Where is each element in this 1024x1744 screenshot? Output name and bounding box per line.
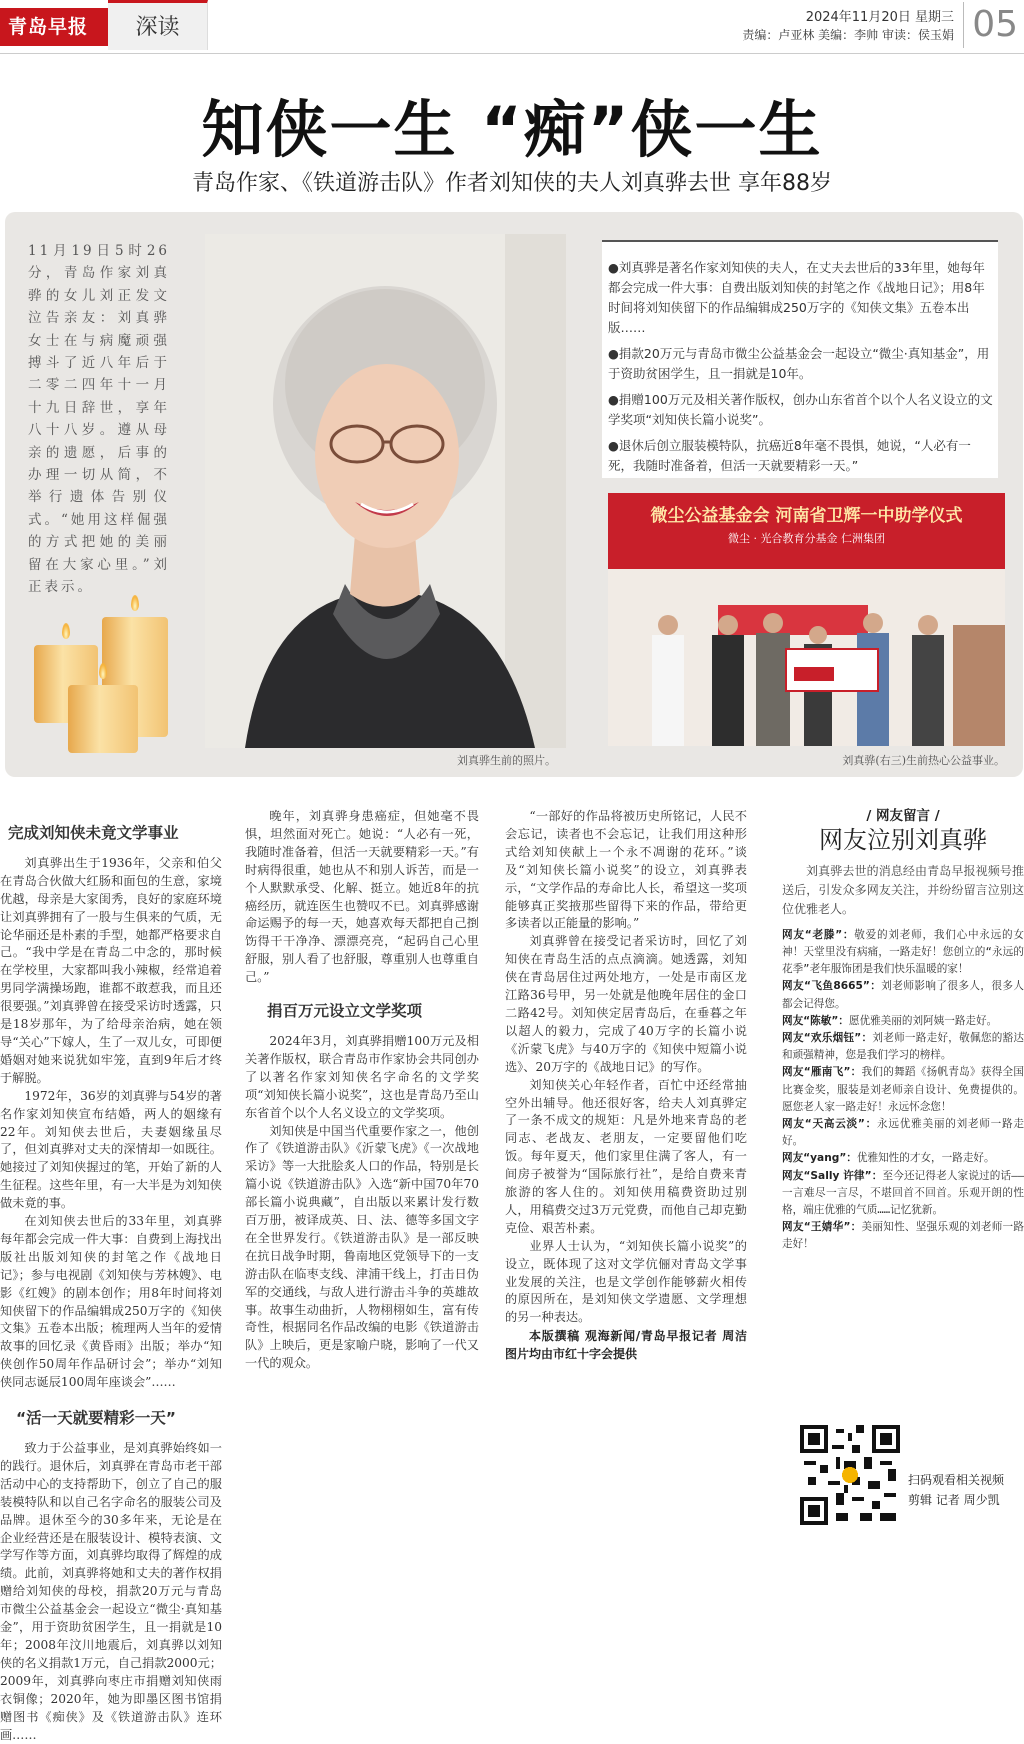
page-number: 05 <box>963 2 1018 48</box>
comment-text: 我们的舞蹈《扬帆青岛》获得全国比赛金奖，服装是刘老师亲自设计、免费提供的。愿您老人家一路走好！永远怀念您！ <box>782 1066 1024 1113</box>
comment-item <box>782 1013 1024 1030</box>
comment-text: 愿优雅美丽的刘阿姨一路走好。 <box>848 1014 998 1027</box>
comment-item <box>782 927 1024 979</box>
comment-item <box>782 1064 1024 1116</box>
event-people-illustration <box>608 555 1005 746</box>
qr-caption-line: 扫码观看相关视频 <box>908 1473 1005 1487</box>
key-point <box>608 344 994 384</box>
article-paragraph: “一部好的作品将被历史所铭记，人民不会忘记，读者也不会忘记，让我们用这种形式给刘知侠献上一个永不凋谢的花环。”谈及“刘知侠长篇小说奖”的设立，刘真骅表示，“文学作品的寿命比人长，希望这一奖项能够真正奖掖那些留得下来的作品，带给更多读者以正能量的影响。” <box>505 809 747 931</box>
article-byline: 本版撰稿 观海新闻/青岛早报记者 周洁 图片均由市红十字会提供 <box>505 1329 747 1362</box>
charity-event-photo <box>608 493 1005 746</box>
section-tab: 深读 <box>108 0 208 50</box>
comment-item <box>782 1219 1024 1253</box>
article-column-3 <box>505 808 747 1363</box>
comment-text: 至今还记得老人家说过的话——一言难尽一言尽，不堪回首不回首。乐观开朗的性格，端庄优雅的气质……记忆犹新。 <box>782 1169 1024 1217</box>
qr-caption <box>908 1470 1024 1510</box>
event-banner-subtitle: 微尘 · 光合教育分基金 仁洲集团 <box>728 532 885 545</box>
comment-user: 网友“陈敏”： <box>782 1014 849 1027</box>
comment-item <box>782 1116 1024 1150</box>
comment-item <box>782 1030 1024 1064</box>
newspaper-logo: 青岛早报 <box>0 8 108 46</box>
candle-front <box>68 685 138 753</box>
section-heading: 捐百万元设立文学奖项 <box>267 1002 423 1021</box>
flame-icon <box>99 663 107 679</box>
article-paragraph: 在刘知侠去世后的33年里，刘真骅每年都会完成一件大事：自费到上海找出版社出版刘知侠的封笔之作《战地日记》；参与电视剧《刘知侠与芳林嫂》、电影《红嫂》的剧本创作；用8年时间将刘知侠留下的作品编辑成250万字的《知侠文集》五卷本出版；梳理两人当年的爱情故事的回忆录《黄昏雨》出版；举办“知侠创作50周年作品研讨会”；举办“刘知侠同志诞辰100周年座谈会”…… <box>0 1214 222 1390</box>
headline: 知侠一生 “痴”侠一生 <box>201 93 823 166</box>
comment-text: 优雅知性的才女，一路走好。 <box>856 1152 995 1165</box>
bullet-icon: ● <box>608 392 619 407</box>
article-paragraph: 刘真骅出生于1936年，父亲和伯父在青岛合伙做大红肠和面包的生意，家境优越，母亲是大家闺秀，良好的家庭环境让刘真骅拥有了一股与生俱来的气质，无论华丽还是朴素的手型，她都严格要求自己。“我中学是在青岛二中念的，那时候在学校里，大家都叫我小辣椒，经常追着男同学满操场跑，谁都不敢惹我，而且还很要强。”刘真骅曾在接受采访时透露，只是18岁那年，为了给母亲治病，她在领导“关心”下嫁人，生了一双儿女，可即便婚姻对她来说犹如牢笼，直到9年后才终于解脱。 <box>0 855 222 1085</box>
comments-intro: 刘真骅去世的消息经由青岛早报视频号推送后，引发众多网友关注，并纷纷留言泣别这位优雅老人。 <box>782 863 1024 916</box>
qr-code-graphic <box>800 1425 900 1525</box>
bullet-icon: ● <box>608 346 619 361</box>
editor-credits: 责编：卢亚林 美编：李帅 审读：侯玉娟 <box>742 28 954 42</box>
comments-title: 网友泣别刘真骅 <box>819 825 987 854</box>
comment-user: 网友“雁南飞”： <box>782 1066 862 1079</box>
comment-user: 网友“飞鱼8665”： <box>782 980 882 993</box>
comment-text: 美丽知性、坚强乐观的刘老师一路走好！ <box>782 1221 1024 1251</box>
comments-tag: / 网友留言 / <box>866 808 940 824</box>
portrait-caption: 刘真骅生前的照片。 <box>457 754 556 767</box>
comment-text: 刘老师一路走好，敬佩您的豁达和顽强精神，您是我们学习的榜样。 <box>782 1032 1024 1062</box>
article-paragraph: 刘知侠是中国当代重要作家之一，他创作了《铁道游击队》《沂蒙飞虎》《一次战地采访》等一大批脍炙人口的作品，特别是长篇小说《铁道游击队》入选“新中国70年70部长篇小说典藏”，自出版以来累计发行数百万册，被译成英、日、法、德等多国文字在全世界发行。《铁道游击队》是一部反映在抗日战争时期，鲁南地区党领导下的一支游击队在临枣支线、津浦干线上，打击日伪军的交通线，与敌人进行游击斗争的英雄故事。故事生动曲折，人物栩栩如生，富有传奇性，根据同名作品改编的电影《铁道游击队》上映后，更是家喻户晓，影响了一代又一代的观众。 <box>245 1123 479 1371</box>
portrait-illustration <box>205 234 566 748</box>
comment-text: 敬爱的刘老师，我们心中永远的女神！天堂里没有病痛，一路走好！您创立的“永远的花季”老年服饰团是我们快乐温暖的家！ <box>782 928 1024 976</box>
article-paragraph: 1972年，36岁的刘真骅与54岁的著名作家刘知侠宣布结婚，两人的姻缘有22年。刘知侠去世后，夫妻姻缘虽尽了，但刘真骅对丈夫的深情却一如既往。她接过了刘知侠握过的笔，开始了新的人生征程。这些年里，有一大半是为刘知侠做未竟的事。 <box>0 1088 222 1211</box>
comment-user: 网友“Sally 许律”： <box>782 1169 883 1182</box>
comment-user: 网友“yang”： <box>782 1152 857 1165</box>
section-heading: “活一天就要精彩一天” <box>16 1409 176 1428</box>
comment-text: 刘老师影响了很多人，很多人都会记得您。 <box>782 980 1024 1010</box>
comment-text: 永远优雅美丽的刘老师一路走好。 <box>782 1118 1024 1148</box>
portrait-photo <box>205 234 566 748</box>
key-point-text: 刘真骅是著名作家刘知侠的夫人，在丈夫去世后的33年里，她每年都会完成一件大事：自费出版刘知侠的封笔之作《战地日记》；用8年时间将刘知侠留下的作品编辑成250万字的《知侠文集》五卷本出版…… <box>608 260 985 335</box>
header-divider <box>0 53 1024 54</box>
comment-user: 网友“王婧华”： <box>782 1221 862 1234</box>
qr-code-icon[interactable] <box>800 1425 900 1525</box>
lead-paragraph: 11月19日5时26分，青岛作家刘真骅的女儿刘正发文泣告亲友：刘真骅女士在与病魔顽强搏斗了近八年后于二零二四年十一月十九日辞世，享年八十八岁。遵从母亲的遗愿，后事的办理一切从简，不举行遗体告别仪式。“她用这样倔强的方式把她的美丽留在大家心里。”刘正表示。 <box>28 243 170 596</box>
candles-illustration <box>28 585 200 755</box>
event-banner-title: 微尘公益基金会 河南省卫辉一中助学仪式 <box>650 506 963 526</box>
article-column-1 <box>0 795 222 1742</box>
comment-user: 网友“欢乐烟钰”： <box>782 1032 873 1045</box>
key-point-text: 捐款20万元与青岛市微尘公益基金会一起设立“微尘·真知基金”，用于资助贫困学生，且一捐就是10年。 <box>608 346 990 381</box>
article-column-2 <box>245 808 479 1371</box>
issue-date: 2024年11月20日 星期三 <box>805 10 954 25</box>
article-paragraph: 业界人士认为，“刘知侠长篇小说奖”的设立，既体现了这对文学伉俪对青岛文学事业发展的关注，也是文学创作能够薪火相传的原因所在，是刘知侠文学遗愿、文学理想的另一种表达。 <box>505 1238 747 1325</box>
netizen-comments <box>782 808 1024 1254</box>
article-paragraph: 晚年，刘真骅身患癌症，但她毫不畏惧，坦然面对死亡。她说：“人必有一死，我随时准备着，但活一天就要精彩一天。”有时病得很重，她也从不和别人诉苦，而是一个人默默承受、化解、挺立。她近8年的抗癌经历，就连医生也赞叹不已。刘真骅感谢命运赐予的每一天，她喜欢每天都把自己捯饬得干干净净、漂漂亮亮，“起码自己心里舒服，别人看了也舒服，尊重别人也尊重自己。” <box>245 809 479 985</box>
event-photo-caption: 刘真骅(右三)生前热心公益事业。 <box>842 754 1005 767</box>
key-point <box>608 258 994 338</box>
subheadline: 青岛作家、《铁道游击队》作者刘知侠的夫人刘真骅去世 享年88岁 <box>192 171 832 196</box>
comment-item <box>782 1168 1024 1220</box>
key-point <box>608 390 994 430</box>
article-paragraph: 2024年3月，刘真骅捐赠100万元及相关著作版权，联合青岛市作家协会共同创办了以著名作家刘知侠名字命名的文学奖项“刘知侠长篇小说奖”，这也是青岛乃至山东省首个以个人名义设立的文学奖项。 <box>245 1033 479 1120</box>
article-paragraph: 刘知侠关心年轻作者，百忙中还经常抽空外出辅导。他还很好客，给夫人刘真骅定了一条不成文的规矩：凡是外地来青岛的老同志、老战友、老朋友，一定要留他们吃饭。每年夏天，他们家里住满了客人，有一间房子被誉为“国际旅行社”，是给自费来青旅游的客人住的。刘知侠用稿费资助过别人，用稿费交过3万元党费，而他自己却克勤克俭、艰苦朴素。 <box>505 1077 747 1235</box>
key-point-text: 捐赠100万元及相关著作版权，创办山东省首个以个人名义设立的文学奖项“刘知侠长篇小说奖”。 <box>608 392 993 427</box>
event-banner <box>608 493 1005 555</box>
comment-user: 网友“老滕”： <box>782 928 855 941</box>
qr-caption-line: 剪辑 记者 周少凯 <box>908 1493 1000 1507</box>
comment-item <box>782 1150 1024 1167</box>
article-paragraph: 致力于公益事业，是刘真骅始终如一的践行。退休后，刘真骅在青岛市老干部活动中心的支持帮助下，创立了自己的服装模特队和以自己名字命名的服装公司及品牌。退休至今的30多年来，无论是在企业经营还是在服装设计、模特表演、文学写作等方面，刘真骅均取得了辉煌的成绩。此前，刘真骅将她和丈夫的著作权捐赠给刘知侠的母校，捐款20万元与青岛市微尘公益基金会一起设立“微尘·真知基金”，用于资助贫困学生，且一捐就是10年；2008年汶川地震后，刘真骅以刘知侠的名义捐款1万元，自己捐款2000元；2009年，刘真骅向枣庄市捐赠刘知侠雨衣铜像；2020年，她为即墨区图书馆捐赠图书《痴侠》及《铁道游击队》连环画…… <box>0 1441 222 1742</box>
bullet-icon: ● <box>608 438 619 453</box>
flame-icon <box>131 595 139 611</box>
key-points-box <box>602 240 998 478</box>
key-point <box>608 436 994 476</box>
comment-user: 网友“天高云淡”： <box>782 1118 878 1131</box>
bullet-icon: ● <box>608 260 619 275</box>
comment-item <box>782 978 1024 1012</box>
section-heading: 完成刘知侠未竟文学事业 <box>8 824 179 842</box>
key-point-text: 退休后创立服装模特队，抗癌近8年毫不畏惧，她说，“人必有一死，我随时准备着，但活一天就要精彩一天。” <box>608 438 971 473</box>
flame-icon <box>62 623 70 639</box>
article-paragraph: 刘真骅曾在接受记者采访时，回忆了刘知侠在青岛生活的点点滴滴。她透露，刘知侠在青岛居住过两处地方，一处是市南区龙江路36号甲，另一处就是他晚年居住的金口二路42号。刘知侠定居青岛后，在垂暮之年以超人的毅力，完成了40万字的长篇小说《沂蒙飞虎》与40万字的《知侠中短篇小说选》、20万字的《战地日记》的写作。 <box>505 934 747 1074</box>
